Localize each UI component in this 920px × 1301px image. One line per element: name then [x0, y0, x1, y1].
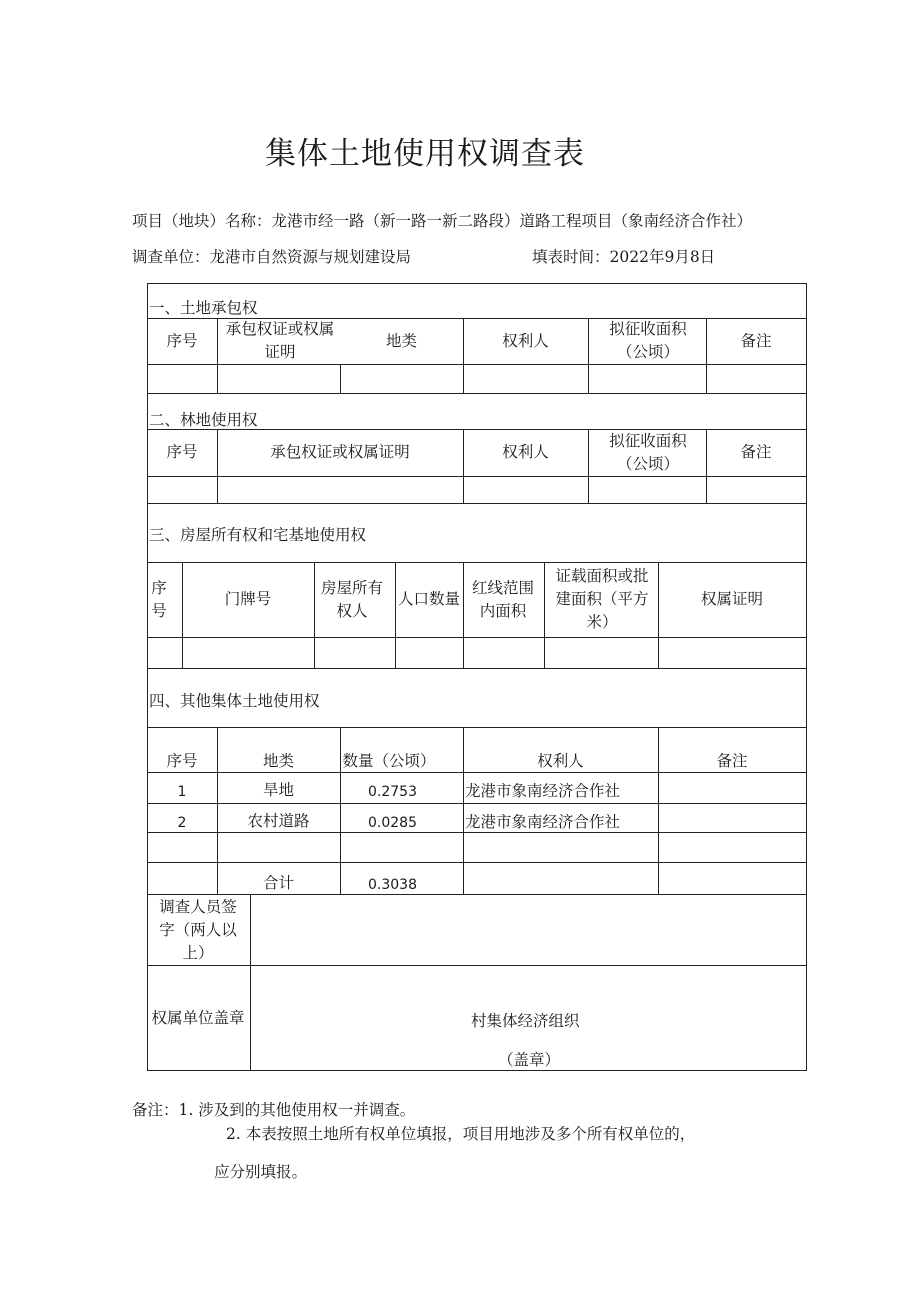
sec2-header-cert: 承包权证或权属证明 [270, 443, 410, 461]
table-row-1-owner: 龙港市象南经济合作社 [465, 782, 621, 800]
sec3-header-no: 序号 [151, 578, 167, 620]
signature-label: 调查人员签字（两人以上） [159, 897, 237, 962]
sec1-header-owner: 权利人 [502, 331, 549, 350]
sec4-header-owner: 权利人 [537, 751, 584, 770]
fill-time-line [532, 245, 715, 267]
notes-line-1 [132, 1098, 415, 1120]
seal-label: 权属单位盖章 [151, 1008, 245, 1027]
sec1-header-no: 序号 [166, 331, 198, 350]
survey-unit-line [132, 245, 411, 267]
sec2-header-no: 序号 [166, 443, 198, 461]
sec1-header-note: 备注 [740, 331, 772, 350]
sec4-header-qty: 数量（公顷） [342, 751, 436, 770]
sec2-header-area: 拟征收面积（公顷） [609, 431, 687, 473]
note-3: 应分别填报。 [214, 1163, 308, 1181]
total-qty: 0.3038 [368, 876, 417, 893]
section3-title: 三、房屋所有权和宅基地使用权 [149, 526, 367, 544]
sec2-header-owner: 权利人 [502, 443, 549, 461]
table-row-2-owner: 龙港市象南经济合作社 [465, 813, 621, 831]
sec1-header-type: 地类 [385, 331, 417, 350]
seal-stamp: （盖章） [498, 1051, 561, 1069]
project-label: 项目（地块）名称： [132, 212, 272, 230]
section1-title: 一、土地承包权 [149, 299, 258, 317]
sec1-header-area: 拟征收面积（公顷） [609, 320, 687, 361]
seal-org: 村集体经济组织 [471, 1012, 580, 1030]
fill-time: 2022年9月8日 [609, 248, 716, 266]
sec3-header-door: 门牌号 [224, 590, 272, 608]
table-row-2-type: 农村道路 [247, 811, 310, 830]
note-2: 2. 本表按照土地所有权单位填报，项目用地涉及多个所有权单位的， [226, 1125, 696, 1143]
section4-title: 四、其他集体土地使用权 [149, 692, 320, 710]
survey-unit: 龙港市自然资源与规划建设局 [209, 248, 412, 266]
sec3-header-owner: 房屋所有权人 [320, 578, 383, 620]
sec4-header-type: 地类 [262, 751, 294, 770]
page-title: 集体土地使用权调查表 [265, 136, 585, 172]
table-row-1-type: 旱地 [262, 780, 294, 799]
sec4-header-note: 备注 [716, 751, 748, 770]
total-label: 合计 [262, 873, 294, 892]
sec4-header-no: 序号 [166, 751, 198, 770]
sec3-header-pop: 人口数量 [397, 590, 460, 608]
sec2-header-note: 备注 [740, 443, 772, 461]
table-row-1-qty: 0.2753 [368, 783, 417, 800]
sec3-header-red: 红线范围内面积 [471, 578, 534, 620]
section2-title: 二、林地使用权 [149, 411, 258, 429]
table-row-2-no: 2 [177, 814, 187, 831]
sec3-header-cert: 权属证明 [700, 590, 763, 608]
note-1: 1. 涉及到的其他使用权一并调查。 [178, 1101, 416, 1119]
survey-unit-label: 调查单位： [132, 248, 210, 266]
notes-label: 备注： [132, 1101, 179, 1119]
sec1-header-cert: 承包权证或权属证明 [225, 320, 335, 361]
table-row-2-qty: 0.0285 [368, 814, 417, 831]
project-line [132, 209, 752, 231]
project-name: 龙港市经一路（新一路一新二路段）道路工程项目（象南经济合作社） [271, 212, 753, 230]
sec3-header-cert-area: 证载面积或批建面积（平方米） [555, 567, 649, 631]
fill-time-label: 填表时间： [532, 248, 610, 266]
table-row-1-no: 1 [177, 783, 187, 800]
